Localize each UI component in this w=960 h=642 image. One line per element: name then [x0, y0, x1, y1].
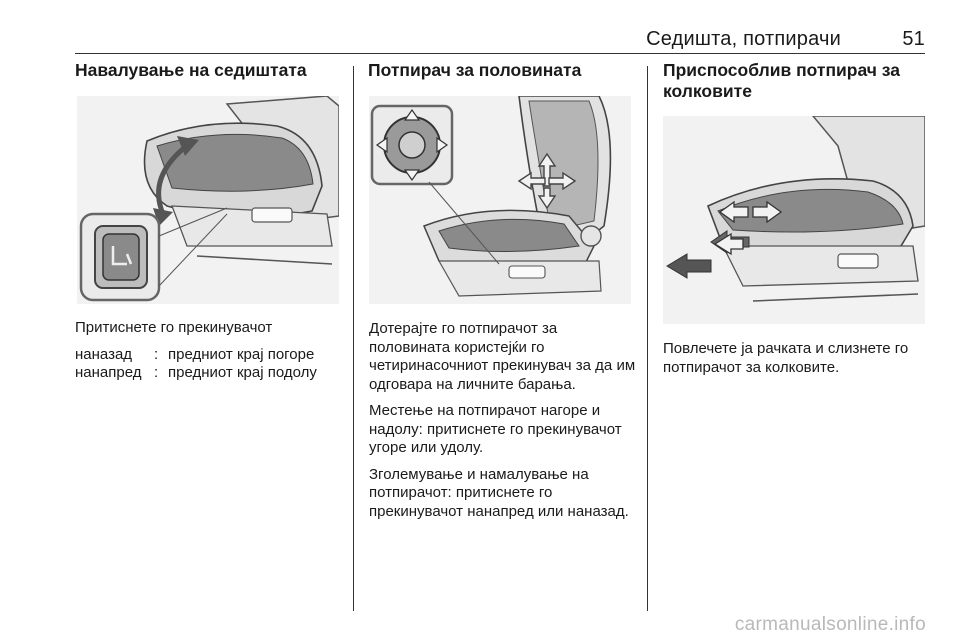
option-key: нанапред [75, 364, 142, 381]
option-row [75, 346, 317, 365]
thigh-support-heading: Приспособлив потпирач за колковите [663, 60, 901, 101]
lumbar-illustration [369, 96, 631, 304]
option-row [75, 364, 317, 383]
seat-tilt-illustration [77, 96, 339, 304]
option-key: наназад [75, 345, 133, 363]
lumbar-text [369, 320, 639, 521]
seat-tilt-options [75, 346, 317, 383]
column-lumbar-support [368, 60, 633, 81]
running-header [75, 28, 925, 52]
lumbar-heading: Потпирач за половината [368, 60, 582, 80]
page-number: 51 [902, 28, 925, 50]
column-seat-tilt [75, 60, 340, 81]
column-thigh-support [663, 60, 925, 102]
watermark: carmanualsonline.info [734, 614, 926, 635]
column-divider-1 [353, 66, 354, 611]
thigh-support-illustration [663, 116, 925, 324]
section-title: Седишта, потпирачи [646, 28, 841, 50]
option-value: предниот крај погоре [168, 345, 315, 363]
seat-tilt-heading: Навалување на седиштата [75, 60, 307, 80]
thigh-support-paragraph: Повлечете ја рачката и слизнете го потпирачот за колковите. [663, 340, 909, 376]
option-value: предниот крај подолу [168, 364, 317, 381]
seat-tilt-text [75, 319, 345, 383]
lumbar-paragraph-2: Местење на потпирачот нагоре и надолу: притиснете го прекинувачот угоре или удолу. [369, 402, 622, 456]
lumbar-paragraph-1: Дотерајте го потпирачот за половината користејќи го четиринасочниот прекинувач за да им одговара на личните барања. [369, 320, 636, 393]
option-separator: : [154, 345, 159, 363]
seat-tilt-intro: Притиснете го прекинувачот [75, 319, 273, 336]
lumbar-paragraph-3: Зголемување и намалување на потпирачот: притиснете го прекинувачот нанапред или наназад. [369, 465, 629, 520]
column-divider-2 [647, 66, 648, 611]
thigh-support-text [663, 340, 931, 377]
header-rule [75, 53, 925, 54]
option-separator: : [154, 364, 159, 381]
